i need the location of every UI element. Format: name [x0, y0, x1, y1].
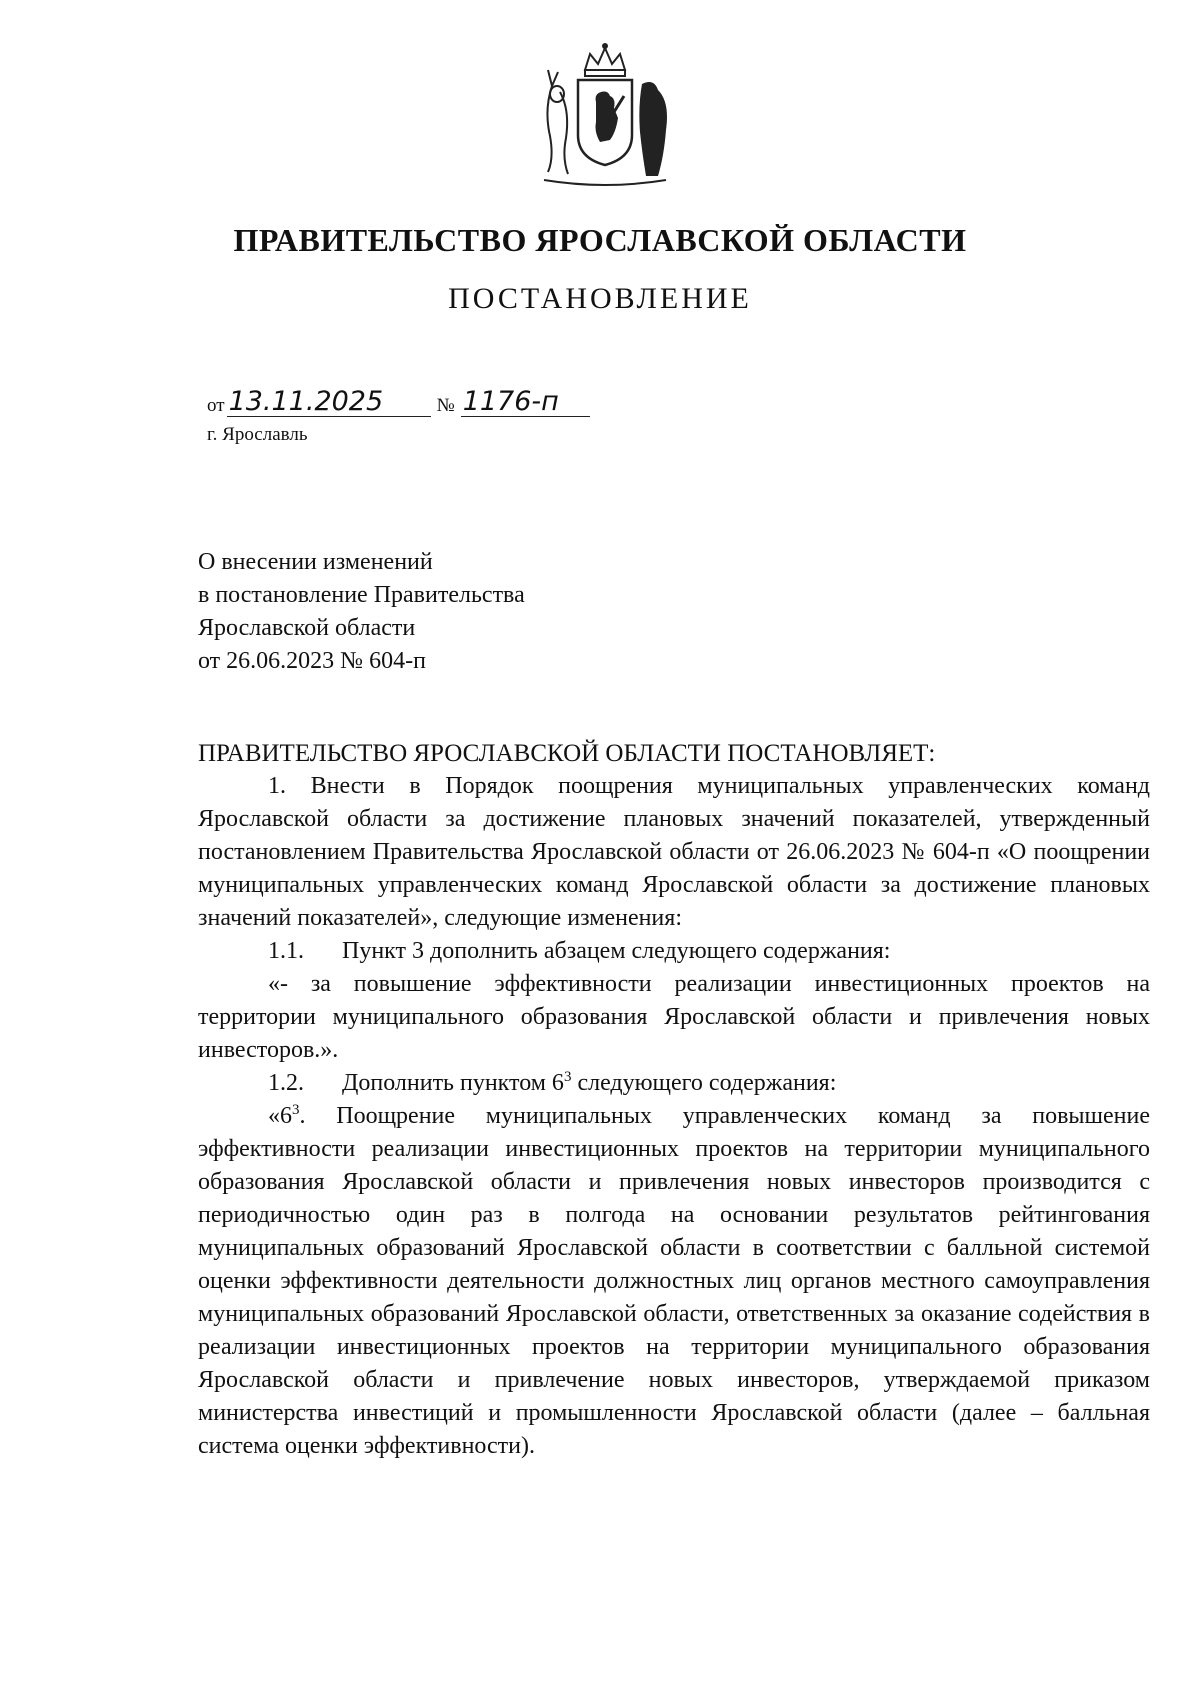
document-type: ПОСТАНОВЛЕНИЕ	[448, 282, 752, 315]
document-body	[198, 737, 1150, 1463]
organization-title: ПРАВИТЕЛЬСТВО ЯРОСЛАВСКОЙ ОБЛАСТИ	[233, 222, 967, 258]
item-text: Пункт 3 дополнить абзацем следующего содержания:	[342, 938, 891, 964]
document-meta	[207, 388, 590, 417]
date-label: от	[207, 395, 225, 416]
number-label: №	[436, 395, 455, 416]
quote-1: «- за повышение эффективности реализации инвестиционных проектов на территории муниципального образования Ярославской области и привлечения новых инвесторов.».	[198, 971, 1150, 1063]
item-1-2	[198, 1067, 1150, 1100]
item-number: 1.2.	[268, 1070, 304, 1096]
subject-line: в постановление Правительства	[198, 582, 525, 608]
subject-line: Ярославской области	[198, 615, 416, 641]
item-number: 1.1.	[268, 938, 304, 964]
item-text: Дополнить пунктом $6^3$ следующего содержания:	[342, 1069, 837, 1096]
document-city: г. Ярославль	[207, 424, 308, 445]
document-number: 1176-п	[461, 388, 590, 417]
paragraph-1: 1. Внести в Порядок поощрения муниципальных управленческих команд Ярославской области за достижение плановых значений показателей, утвержденный постановлением Правительства Ярославской области от 26.06.2023 № 604-п «О поощрении муниципальных управленческих команд Ярославской области за достижение плановых значений показателей», следующие изменения:	[198, 773, 1150, 931]
subject-line: от 26.06.2023 № 604-п	[198, 648, 426, 674]
resolution-lead: ПРАВИТЕЛЬСТВО ЯРОСЛАВСКОЙ ОБЛАСТИ ПОСТАНОВЛЯЕТ:	[198, 740, 936, 767]
document-date: 13.11.2025	[227, 388, 431, 417]
document-subject	[198, 546, 525, 678]
item-1-1	[198, 935, 1150, 968]
coat-of-arms-icon	[530, 40, 680, 190]
subject-line: О внесении изменений	[198, 549, 433, 575]
quote-2: «$6^3$. Поощрение муниципальных управленческих команд за повышение эффективности реализации инвестиционных проектов на территории муниципального образования Ярославской области и привлечения новых инвесторов производится с периодичностью один раз в полгода на основании результатов рейтингования муниципальных образований Ярославской области в соответствии с балльной системой оценки эффективности деятельности должностных лиц органов местного самоуправления муниципальных образований Ярославской области, ответственных за оказание содействия в реализации инвестиционных проектов на территории муниципального образования Ярославской области и привлечение новых инвесторов, утверждаемой приказом министерства инвестиций и промышленности Ярославской области (далее – балльная система оценки эффективности).	[198, 1102, 1150, 1459]
